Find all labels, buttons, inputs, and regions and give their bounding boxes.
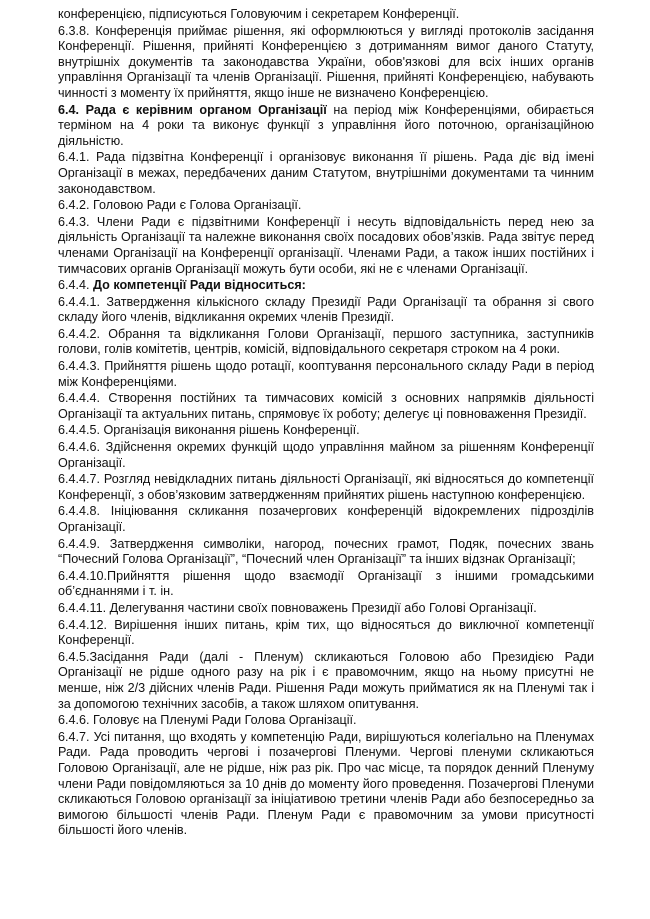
paragraph-6-4-3: 6.4.3. Члени Ради є підзвітними Конференції і несуть відповідальність перед нею за діяльність Організації та належне виконання своїх посадових обов’язків. Рада звітує перед членами Організації на Конференції організації. Членами Ради, а також інших постійних і тимчасових органів Організації можуть бути особи, які не є членами Організації.: [58, 214, 594, 276]
paragraph-6-4-4-6: 6.4.4.6. Здійснення окремих функцій щодо управління майном за рішенням Конференції Організації.: [58, 440, 594, 470]
paragraph-6-4-4-number: 6.4.4.: [58, 278, 94, 293]
paragraph-6-3-8: 6.3.8. Конференція приймає рішення, які оформлюються у вигляді протоколів засідання Конференції. Рішення, прийняті Конференцією з дотриманням вимог даного Статуту, внутрішніх документів та законодавства України, обов'язкові для всіх інших органів управління Організації та членів Організації. Рішення, прийняті Конференцією, набувають чинності з моменту їх прийняття, якщо інше не визначено Конференцією.: [58, 23, 594, 100]
paragraph-6-4-heading: 6.4. Рада є керівним органом Організації: [58, 102, 327, 117]
paragraph-6-4-2: 6.4.2. Головою Ради є Голова Організації.: [58, 198, 302, 213]
paragraph-6-4-4-11: 6.4.4.11. Делегування частини своїх повноважень Президії або Голові Організації.: [58, 600, 537, 615]
paragraph-6-4-1: 6.4.1. Рада підзвітна Конференції і організовує виконання її рішень. Рада діє від імені Організації в межах, передбачених даним Статутом, внутрішніми документами та чинним законодавством.: [58, 150, 594, 196]
paragraph-6-4: [58, 103, 594, 150]
paragraph-6-4-4-4: 6.4.4.4. Створення постійних та тимчасових комісій з основних напрямків діяльності Організації та актуальних питань, спрямовує їх роботу; делегує ці повноваження Президії.: [58, 391, 594, 421]
paragraph-6-4-body: на період між Конференціями, обирається терміном на 4 роки та виконує функції з управління його поточною, організаційною діяльністю.: [58, 102, 594, 148]
paragraph-6-4-4-7: 6.4.4.7. Розгляд невідкладних питань діяльності Організації, які відносяться до компетенції Конференції, з обов’язковим затвердженням прийнятих рішень наступною конференцією.: [58, 472, 594, 502]
paragraph-6-4-4-12: 6.4.4.12. Вирішення інших питань, крім тих, що відносяться до виключної компетенції Конференції.: [58, 617, 594, 648]
paragraph-6-4-4-3: 6.4.4.3. Прийняття рішень щодо ротації, кооптування персонального складу Ради в період між Конференціями.: [58, 359, 594, 389]
paragraph-6-4-4-2: 6.4.4.2. Обрання та відкликання Голови Організації, першого заступника, заступників голови, голів комітетів, центрів, комісій, відповідального секретаря строком на 4 роки.: [58, 326, 594, 357]
paragraph-6-4-7: 6.4.7. Усі питання, що входять у компетенцію Ради, вирішуються колегіально на Пленумах Ради. Рада проводить чергові і позачергові Пленуми. Чергові пленуми скликаються Головою Організації, але не рідше, ніж раз рік. Про час місце, та порядок денний Пленуму члени Ради повідомляються за 10 днів до моменту його проведення. Позачергові Пленуми скликаються Головою організації за ініціативою третини членів Ради або безпосередньо за вимогою більшості членів Ради. Пленум Ради є правомочним за умови присутності більшості його членів.: [58, 729, 594, 838]
paragraph-6-4-4-1: 6.4.4.1. Затвердження кількісного складу Президії Ради Організації та обрання зі свого складу його членів, відкликання окремих членів Президії.: [58, 294, 594, 325]
paragraph-6-4-5: 6.4.5.Засідання Ради (далі - Пленум) скликаються Головою або Президією Ради Організації не рідше одного разу на рік і є правомочним, якщо на ньому присутні не менше, ніж 2/3 дійсних членів Ради. Рішення Ради можуть прийматися як на Пленумі так і за допомогою технічних засобів, а також шляхом опитування.: [58, 649, 594, 711]
paragraph-6-4-4: [58, 278, 594, 294]
paragraph-6-4-4-5: 6.4.4.5. Організація виконання рішень Конференції.: [58, 423, 360, 438]
paragraph-continuation: конференцією, підписуються Головуючим і секретарем Конференції.: [58, 7, 460, 21]
paragraph-6-4-6: 6.4.6. Головує на Пленумі Ради Голова Організації.: [58, 713, 357, 728]
paragraph-6-4-4-heading: До компетенції Ради відноситься:: [93, 278, 306, 293]
paragraph-6-4-4-9: 6.4.4.9. Затвердження символіки, нагород, почесних грамот, Подяк, почесних звань “Почесний Голова Організації”, “Почесний член Організації” та інших відзнак Організації;: [58, 536, 594, 567]
paragraph-6-4-4-8: 6.4.4.8. Ініціювання скликання позачергових конференцій відокремлених підрозділів Організації.: [58, 504, 594, 534]
paragraph-6-4-4-10: 6.4.4.10.Прийняття рішення щодо взаємодії Організації з іншими громадськими об’єднаннями і т. ін.: [58, 568, 594, 599]
